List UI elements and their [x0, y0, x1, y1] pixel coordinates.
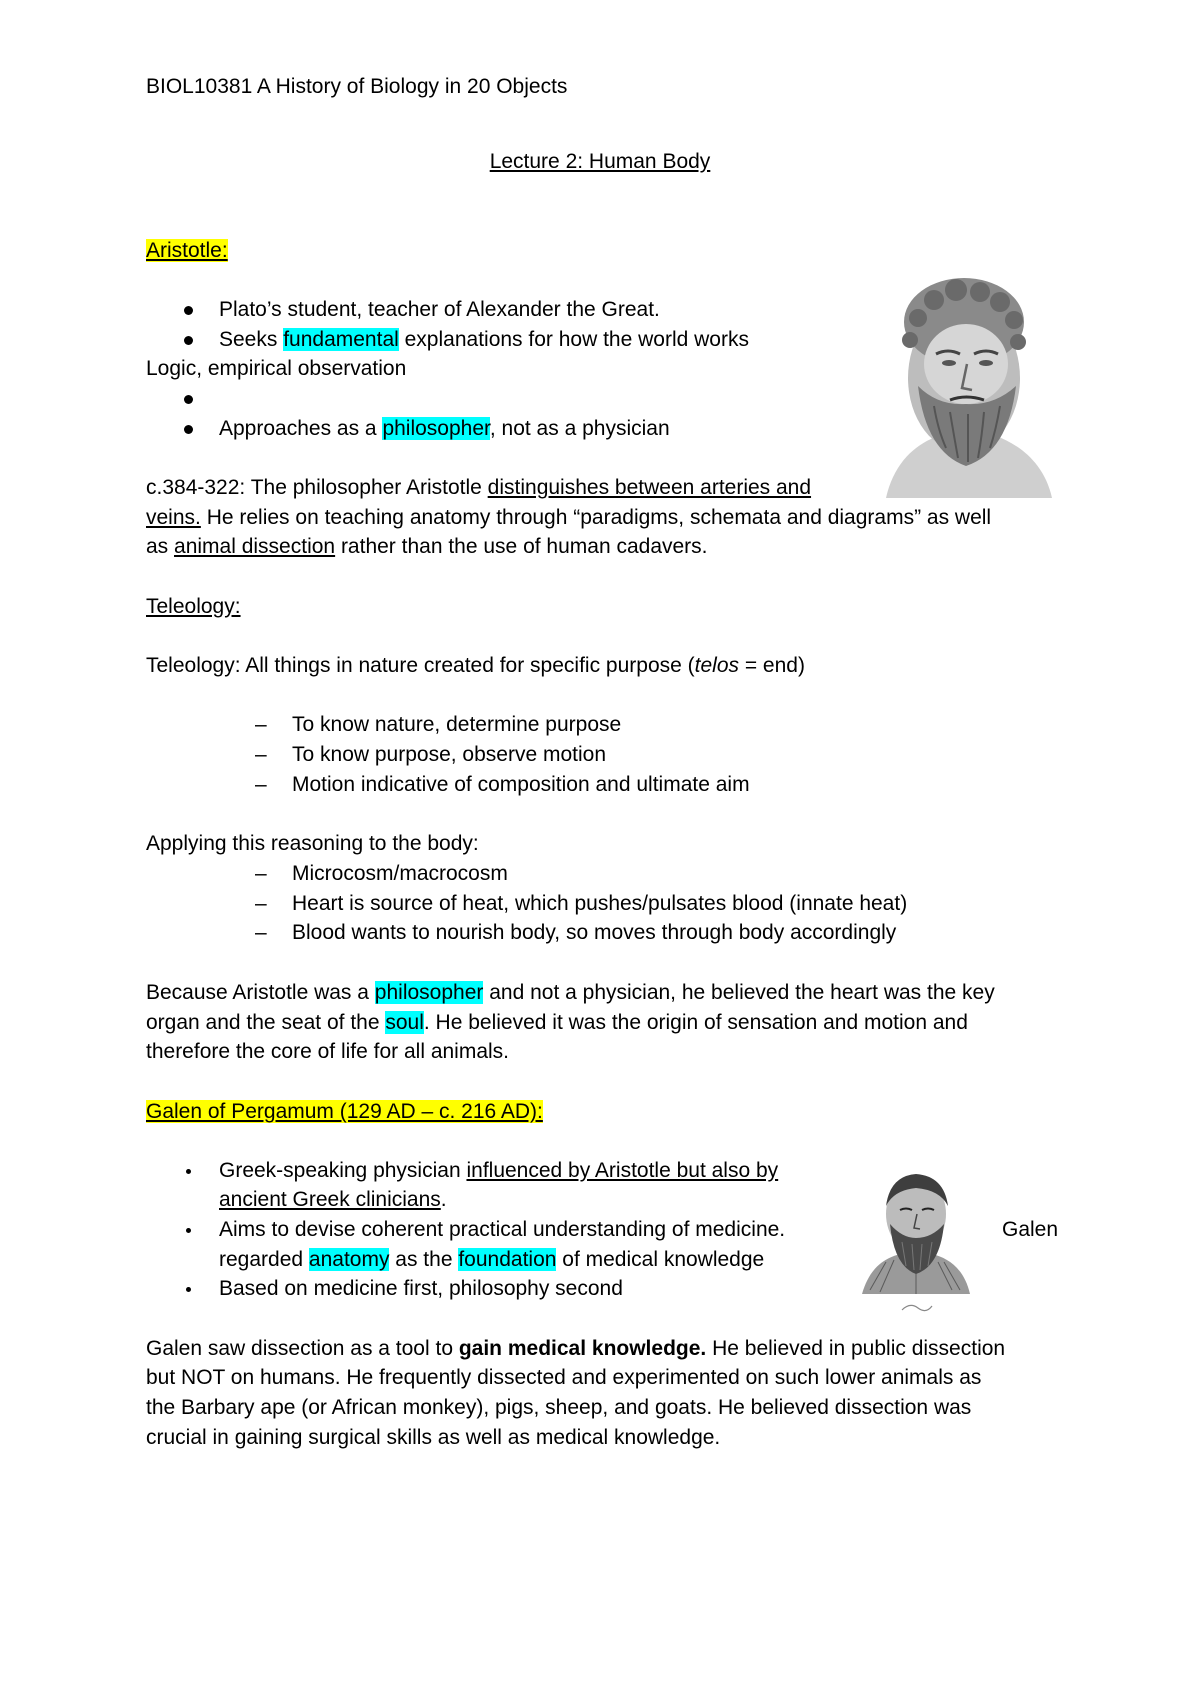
course-header: BIOL10381 A History of Biology in 20 Objects — [146, 75, 568, 98]
body-point-3: Blood wants to nourish body, so moves through body accordingly — [292, 921, 897, 944]
applying-heading: Applying this reasoning to the body: — [146, 832, 479, 855]
dash-icon: – — [255, 743, 267, 766]
dash-icon: – — [255, 892, 267, 915]
galen-para-line-3: the Barbary ape (or African monkey), pigs, sheep, and goats. He believed dissection was — [146, 1396, 972, 1419]
galen-heading: Galen of Pergamum (129 AD – c. 216 AD): — [146, 1100, 543, 1123]
galen-bullet-2-line-2: regarded anatomy as the foundation of medical knowledge — [219, 1248, 765, 1271]
aristotle-para-line-2: veins. He relies on teaching anatomy through “paradigms, schemata and diagrams” as well — [146, 506, 992, 529]
galen-bullet-3: Based on medicine first, philosophy second — [219, 1277, 623, 1300]
because-line-1: Because Aristotle was a philosopher and not a physician, he believed the heart was the key — [146, 981, 995, 1004]
galen-bullet-1-line-2: ancient Greek clinicians. — [219, 1188, 447, 1211]
teleology-definition: Teleology: All things in nature created for specific purpose (telos = end) — [146, 654, 805, 677]
bullet-dot-icon — [184, 306, 193, 315]
teleology-heading: Teleology: — [146, 595, 241, 618]
aristotle-portrait-icon — [876, 266, 1058, 498]
bullet-dot-icon — [184, 336, 193, 345]
aristotle-heading: Aristotle: — [146, 239, 228, 262]
aristotle-bullet-2: Seeks fundamental explanations for how the world works — [219, 328, 749, 351]
teleology-point-2: To know purpose, observe motion — [292, 743, 607, 766]
dash-icon: – — [255, 921, 267, 944]
galen-para-line-1: Galen saw dissection as a tool to gain medical knowledge. He believed in public dissection — [146, 1337, 1006, 1360]
aristotle-bullet-1: Plato’s student, teacher of Alexander the Great. — [219, 298, 660, 321]
aristotle-bullet-4: Approaches as a philosopher, not as a physician — [219, 417, 670, 440]
aristotle-para-line-1: c.384-322: The philosopher Aristotle distinguishes between arteries and — [146, 476, 812, 499]
because-line-3: therefore the core of life for all animals. — [146, 1040, 510, 1063]
body-point-2: Heart is source of heat, which pushes/pulsates blood (innate heat) — [292, 892, 908, 915]
galen-bullet-2-galen-word: Galen — [1002, 1218, 1059, 1241]
galen-para-line-4: crucial in gaining surgical skills as well as medical knowledge. — [146, 1426, 721, 1449]
bullet-dot-icon — [184, 395, 193, 404]
dash-icon: – — [255, 773, 267, 796]
dash-icon: – — [255, 862, 267, 885]
dash-icon: – — [255, 713, 267, 736]
teleology-point-3: Motion indicative of composition and ultimate aim — [292, 773, 750, 796]
bullet-dot-icon — [184, 425, 193, 434]
because-line-2: organ and the seat of the soul. He believed it was the origin of sensation and motion and — [146, 1011, 968, 1034]
galen-bullet-1-line-1: Greek-speaking physician influenced by Aristotle but also by — [219, 1159, 779, 1182]
galen-bullet-2-line-1: Aims to devise coherent practical understanding of medicine. — [219, 1218, 786, 1241]
galen-portrait-icon — [856, 1162, 974, 1322]
bullet-dot-icon — [186, 1287, 191, 1292]
page-title: Lecture 2: Human Body — [489, 150, 711, 173]
body-point-1: Microcosm/macrocosm — [292, 862, 508, 885]
galen-para-line-2: but NOT on humans. He frequently dissected and experimented on such lower animals as — [146, 1366, 982, 1389]
logic-line: Logic, empirical observation — [146, 357, 407, 380]
bullet-dot-icon — [186, 1169, 191, 1174]
aristotle-para-line-3: as animal dissection rather than the use of human cadavers. — [146, 535, 708, 558]
bullet-dot-icon — [186, 1228, 191, 1233]
teleology-point-1: To know nature, determine purpose — [292, 713, 622, 736]
